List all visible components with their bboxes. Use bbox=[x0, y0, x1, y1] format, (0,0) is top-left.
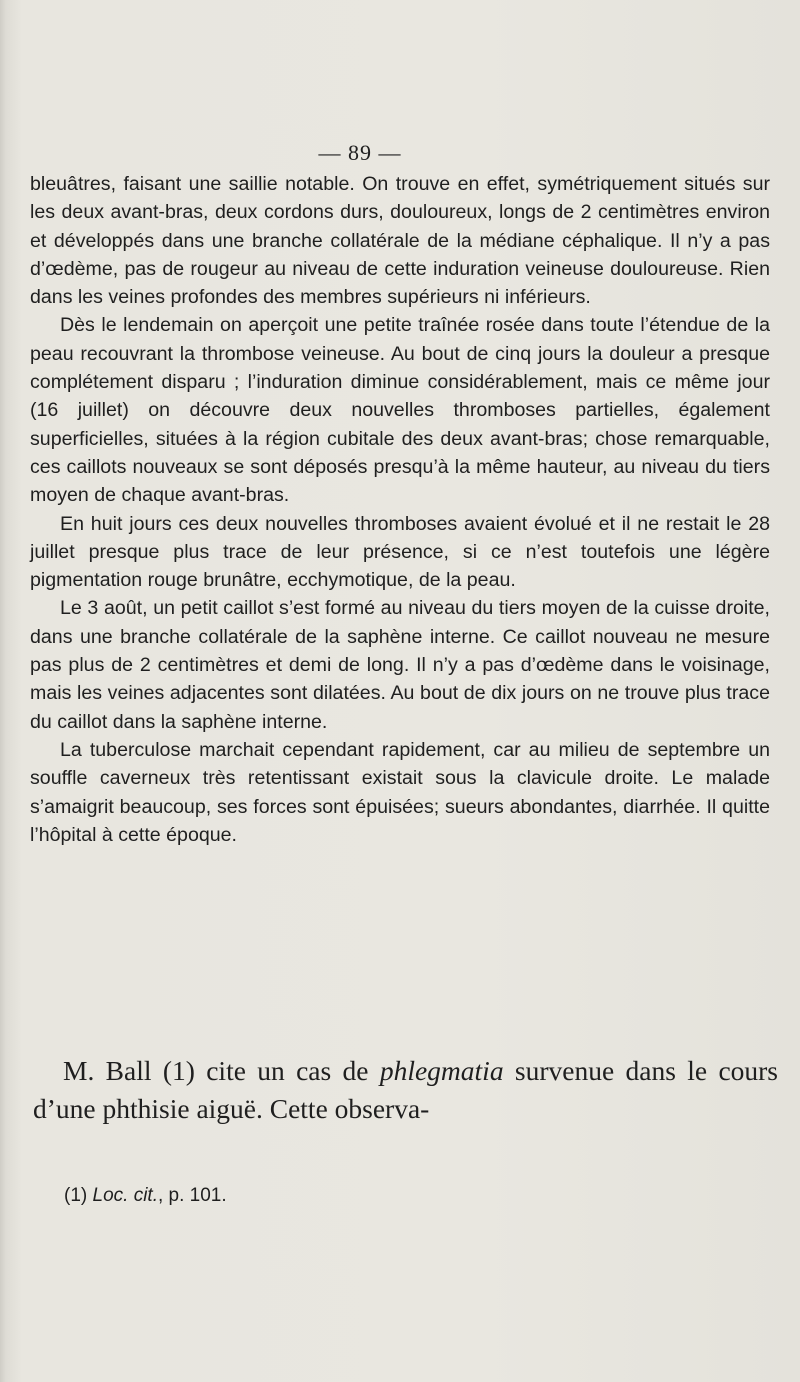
footnote-rest: , p. 101. bbox=[157, 1185, 227, 1206]
page-number: — 89 — bbox=[318, 140, 402, 165]
large-paragraph-start: M. Ball (1) cite un cas de bbox=[63, 1055, 380, 1086]
large-paragraph-end: survenue dans le cours d’une phthisie aiguë. Cette observa- bbox=[33, 1055, 779, 1124]
footnote-italic: Loc. cit. bbox=[92, 1185, 158, 1206]
paragraph-4: Le 3 août, un petit caillot s’est formé au niveau du tiers moyen de la cuisse droite, dans une branche collatérale de la saphène interne. Ce caillot nouveau ne mesure pas plus de 2 centimètres et demi de long. Il n’y a pas d’œdème dans le voisinage, mais les veines adjacentes sont dilatées. Au bout de dix jours on ne trouve plus trace du caillot dans la saphène interne. bbox=[30, 597, 770, 733]
large-paragraph-italic: phlegmatia bbox=[379, 1055, 504, 1086]
body-text bbox=[30, 170, 770, 849]
paragraph-1: bleuâtres, faisant une saillie notable. On trouve en effet, symétriquement situés sur les deux avant-bras, deux cordons durs, douloureux, longs de 2 centimètres environ et développés dans une branche collatérale de la médiane céphalique. Il n’y a pas d’œdème, pas de rougeur au niveau de cette induration veineuse douloureuse. Rien dans les veines profondes des membres supérieurs ni inférieurs. bbox=[30, 173, 770, 309]
paragraph-2: Dès le lendemain on aperçoit une petite traînée rosée dans toute l’étendue de la peau recouvrant la thrombose veineuse. Au bout de cinq jours la douleur a presque complétement disparu ; l’induration diminue considérablement, mais ce même jour (16 juillet) on découvre deux nouvelles thromboses partielles, également superficielles, situées à la région cubitale des deux avant-bras; chose remarquable, ces caillots nouveaux se sont déposés presqu’à la même hauteur, au niveau du tiers moyen de chaque avant-bras. bbox=[30, 314, 770, 507]
large-paragraph bbox=[33, 1052, 778, 1128]
footnote bbox=[64, 1185, 227, 1207]
paragraph-3: En huit jours ces deux nouvelles thromboses avaient évolué et il ne restait le 28 juillet presque plus trace de leur présence, si ce n’est toutefois une légère pigmentation rouge brunâtre, ecchymotique, de la peau. bbox=[30, 512, 770, 592]
footnote-marker: (1) bbox=[64, 1185, 93, 1206]
paragraph-5: La tuberculose marchait cependant rapidement, car au milieu de septembre un souffle caverneux très retentissant existait sous la clavicule droite. Le malade s’amaigrit beaucoup, ses forces sont épuisées; sueurs abondantes, diarrhée. Il quitte l’hôpital à cette époque. bbox=[30, 738, 770, 846]
